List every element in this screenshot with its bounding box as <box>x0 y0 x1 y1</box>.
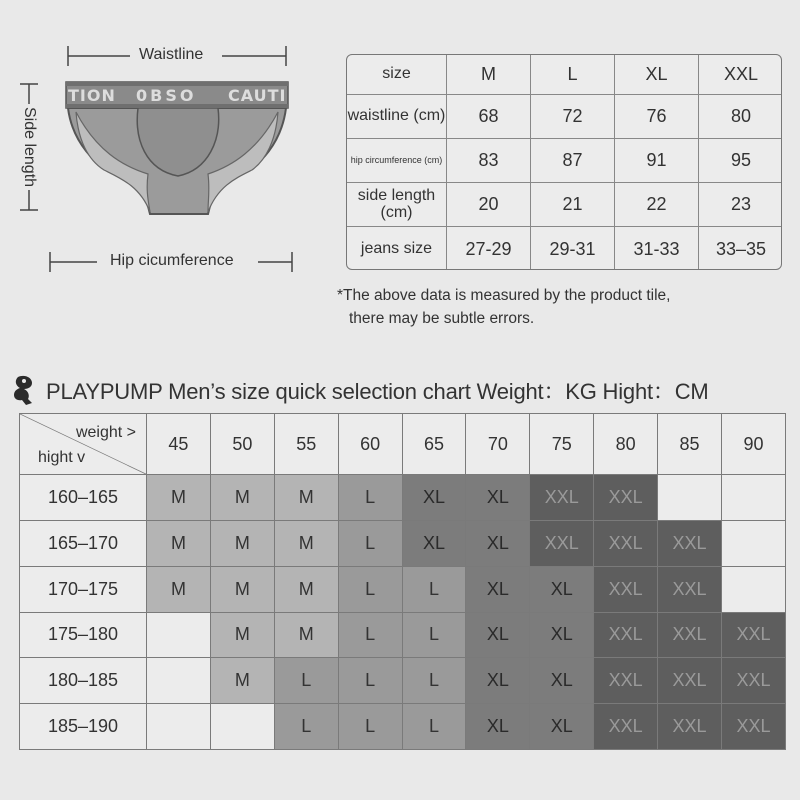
size-cell-m: M <box>210 475 274 521</box>
size-cell-l: L <box>274 704 338 750</box>
size-cell-xxl: XXL <box>658 566 722 612</box>
size-cell-m: M <box>274 475 338 521</box>
weight-header-75: 75 <box>530 414 594 475</box>
table-cell: 80 <box>699 95 782 139</box>
size-cell-xl: XL <box>466 475 530 521</box>
size-cell-l: L <box>402 612 466 658</box>
table-cell: 33–35 <box>715 238 767 259</box>
size-cell-l: L <box>338 612 402 658</box>
size-header-xxl: XXL <box>699 55 782 95</box>
size-cell-xxl: XXL <box>594 704 658 750</box>
size-cell-m: M <box>274 612 338 658</box>
table-cell: 31-33 <box>615 227 699 270</box>
table-cell: 29-31 <box>531 227 615 270</box>
band-text-right: CAUTI <box>228 86 287 105</box>
band-text-center: 0BSO <box>136 86 197 105</box>
size-header-label: size <box>347 55 447 95</box>
size-cell-xl: XL <box>466 520 530 566</box>
weight-header-45: 45 <box>147 414 211 475</box>
size-cell-l: L <box>338 475 402 521</box>
size-cell-xxl: XXL <box>658 704 722 750</box>
table-cell: 87 <box>531 139 615 183</box>
size-cell-xl: XL <box>530 658 594 704</box>
table-cell: 83 <box>447 139 531 183</box>
size-header-m: M <box>447 55 531 95</box>
weight-header-50: 50 <box>210 414 274 475</box>
size-cell-m: M <box>147 566 211 612</box>
size-cell-xxl: XXL <box>658 658 722 704</box>
table-row <box>20 520 786 566</box>
row-label-waistline: waistline (cm) <box>347 95 447 139</box>
size-cell-xl: XL <box>530 612 594 658</box>
table-cell: 22 <box>615 183 699 227</box>
band-text-left: TION <box>68 86 116 105</box>
corner-height-label: hight v <box>38 449 86 467</box>
table-corner-cell <box>20 414 147 475</box>
waistline-label: Waistline <box>139 46 204 63</box>
corner-weight-label: weight > <box>75 424 136 441</box>
size-cell-l: L <box>402 704 466 750</box>
size-cell-m: M <box>210 658 274 704</box>
weight-header-60: 60 <box>338 414 402 475</box>
empty-cell <box>147 704 211 750</box>
chart-title-text: PLAYPUMP Men’s size quick selection chart Weight：KG Hight：CM <box>46 378 709 404</box>
height-range-label: 165–170 <box>20 520 147 566</box>
size-cell-xl: XL <box>466 658 530 704</box>
size-cell-xl: XL <box>466 612 530 658</box>
weight-header-65: 65 <box>402 414 466 475</box>
side-length-label: Side length <box>21 106 38 188</box>
table-header-row <box>20 414 786 475</box>
size-cell-xxl: XXL <box>658 520 722 566</box>
empty-cell <box>658 475 722 521</box>
briefs-illustration <box>0 0 330 290</box>
weight-header-85: 85 <box>658 414 722 475</box>
size-cell-m: M <box>210 612 274 658</box>
size-cell-xxl: XXL <box>594 612 658 658</box>
table-cell: 20 <box>447 183 531 227</box>
note-line-2: there may be subtle errors. <box>349 310 535 327</box>
size-cell-l: L <box>338 704 402 750</box>
size-cell-xxl: XXL <box>530 475 594 521</box>
size-cell-xl: XL <box>402 475 466 521</box>
table-row <box>20 475 786 521</box>
size-cell-xxl: XXL <box>722 612 786 658</box>
empty-cell <box>210 704 274 750</box>
size-cell-xl: XL <box>530 704 594 750</box>
hip-label: Hip cicumference <box>110 252 234 269</box>
weight-header-70: 70 <box>466 414 530 475</box>
garment-diagram <box>0 0 330 290</box>
size-header-l: L <box>531 55 615 95</box>
empty-cell <box>722 475 786 521</box>
row-label-side-length: side length (cm) <box>347 183 447 227</box>
size-cell-xl: XL <box>402 520 466 566</box>
size-cell-m: M <box>210 520 274 566</box>
size-cell-xxl: XXL <box>594 520 658 566</box>
table-cell: 76 <box>615 95 699 139</box>
height-range-label: 160–165 <box>20 475 147 521</box>
size-cell-l: L <box>402 658 466 704</box>
size-cell-xl: XL <box>466 704 530 750</box>
size-cell-m: M <box>147 475 211 521</box>
table-cell: 21 <box>531 183 615 227</box>
table-row <box>20 658 786 704</box>
size-cell-m: M <box>147 520 211 566</box>
table-row <box>20 566 786 612</box>
table-row <box>20 612 786 658</box>
height-range-label: 170–175 <box>20 566 147 612</box>
table-cell: 72 <box>531 95 615 139</box>
size-cell-xxl: XXL <box>594 475 658 521</box>
size-cell-l: L <box>402 566 466 612</box>
playpump-logo-icon <box>10 373 40 407</box>
measurement-note <box>337 284 670 330</box>
size-cell-xxl: XXL <box>594 658 658 704</box>
size-cell-xxl: XXL <box>658 612 722 658</box>
chart-title <box>10 370 709 410</box>
size-cell-xxl: XXL <box>594 566 658 612</box>
empty-cell <box>722 520 786 566</box>
table-cell: 68 <box>447 95 531 139</box>
size-cell-l: L <box>338 520 402 566</box>
size-cell-l: L <box>338 566 402 612</box>
size-cell-m: M <box>274 520 338 566</box>
size-cell-l: L <box>274 658 338 704</box>
size-cell-l: L <box>338 658 402 704</box>
table-cell: 27-29 <box>447 227 531 270</box>
size-cell-xl: XL <box>466 566 530 612</box>
height-range-label: 175–180 <box>20 612 147 658</box>
weight-header-80: 80 <box>594 414 658 475</box>
weight-header-55: 55 <box>274 414 338 475</box>
size-measurement-table <box>346 54 782 270</box>
height-range-label: 180–185 <box>20 658 147 704</box>
table-cell: 95 <box>699 139 782 183</box>
row-label-jeans-size: jeans size <box>347 227 447 270</box>
size-cell-m: M <box>274 566 338 612</box>
row-label-hip: hip circumference (cm) <box>347 139 447 183</box>
table-row <box>20 704 786 750</box>
height-range-label: 185–190 <box>20 704 147 750</box>
size-header-xl: XL <box>615 55 699 95</box>
table-cell: 23 <box>699 183 782 227</box>
note-line-1: *The above data is measured by the product tile, <box>337 287 671 304</box>
size-cell-xxl: XXL <box>530 520 594 566</box>
weight-header-90: 90 <box>722 414 786 475</box>
empty-cell <box>147 612 211 658</box>
size-cell-xxl: XXL <box>722 704 786 750</box>
size-cell-m: M <box>210 566 274 612</box>
empty-cell <box>722 566 786 612</box>
size-cell-xl: XL <box>530 566 594 612</box>
size-quick-selection-table <box>19 413 786 750</box>
size-cell-xxl: XXL <box>722 658 786 704</box>
empty-cell <box>147 658 211 704</box>
table-cell: 91 <box>615 139 699 183</box>
